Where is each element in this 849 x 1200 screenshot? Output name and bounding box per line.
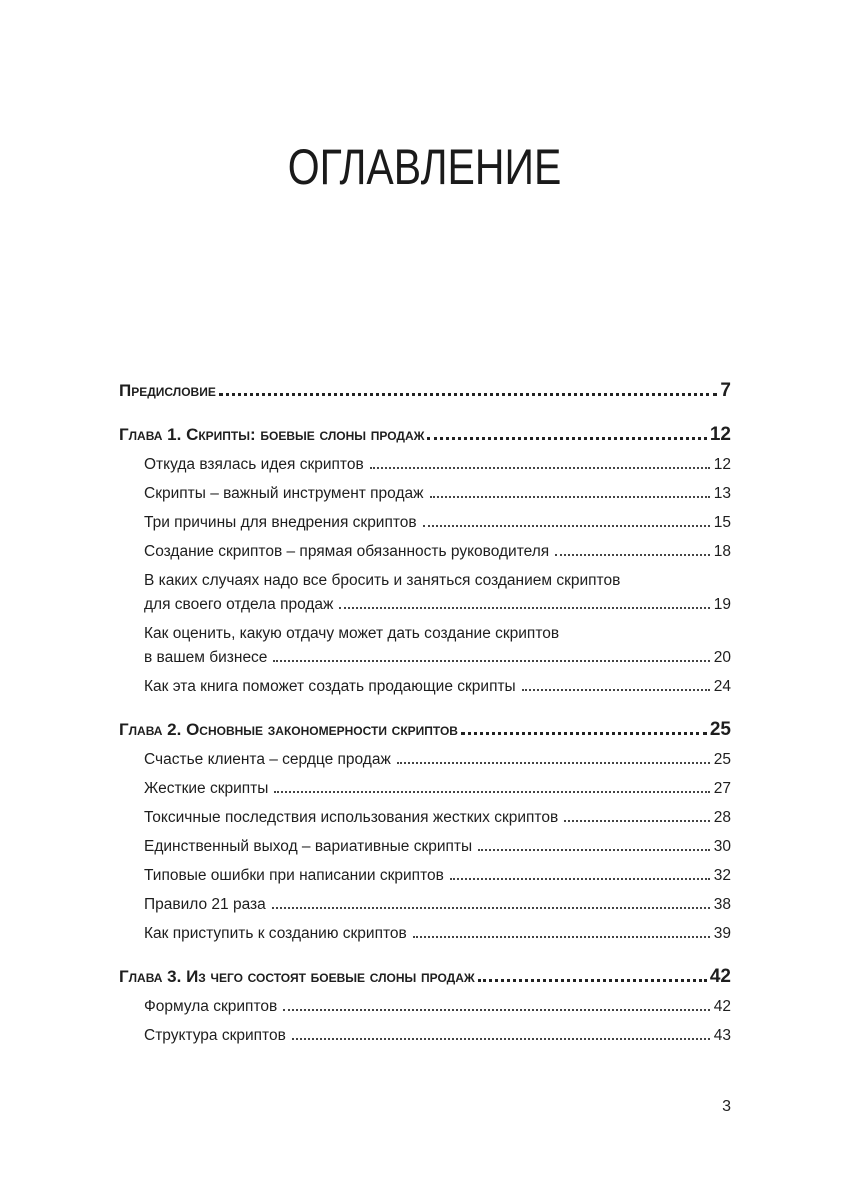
toc-chapter-2[interactable] [119,717,731,743]
dot-leader [283,1009,710,1011]
toc-page-number: 32 [713,867,731,884]
toc-section[interactable] [119,540,731,564]
toc-entry-preface[interactable] [119,378,731,404]
toc-section[interactable] [119,1024,731,1048]
toc-section[interactable] [119,922,731,946]
dot-leader [423,525,710,527]
toc-section-label-line1: Как оценить, какую отдачу может дать создание скриптов [144,625,560,642]
dot-leader [450,878,710,880]
toc-page-number: 13 [713,485,731,502]
page-number: 3 [722,1098,731,1115]
toc-section-label-line1: В каких случаях надо все бросить и заняться созданием скриптов [144,572,621,589]
toc-page-number: 18 [713,543,731,560]
dot-leader [272,907,710,909]
toc-section-label: в вашем бизнесе [144,649,268,666]
toc-page-number: 30 [713,838,731,855]
toc-section-label: для своего отдела продаж [144,596,334,613]
toc-section-label: Откуда взялась идея скриптов [144,456,364,473]
toc-chapter-label: Глава 1. Скрипты: боевые слоны продаж [119,425,425,444]
toc-section[interactable] [119,777,731,801]
toc-page-number: 12 [709,424,731,445]
dot-leader [555,554,710,556]
toc-page-number: 19 [713,596,731,613]
toc-section[interactable] [119,675,731,699]
dot-leader [219,393,718,396]
toc-chapter-label: Глава 2. Основные закономерности скриптов [119,720,458,739]
toc-page-number: 25 [713,751,731,768]
toc-page-number: 27 [713,780,731,797]
toc-page-number: 12 [713,456,731,473]
dot-leader [427,437,706,440]
toc-section-label: Единственный выход – вариативные скрипты [144,838,473,855]
toc-section-label: Правило 21 раза [144,896,266,913]
toc-section-multiline[interactable] [119,569,731,617]
toc-section[interactable] [119,835,731,859]
table-of-contents [119,378,731,1048]
toc-page-number: 20 [713,649,731,666]
toc-section[interactable] [119,482,731,506]
toc-page-number: 38 [713,896,731,913]
page-title: ОГЛАВЛЕНИЕ [287,139,562,195]
toc-chapter-1[interactable] [119,422,731,448]
toc-section-label: Структура скриптов [144,1027,286,1044]
toc-section-multiline[interactable] [119,622,731,670]
toc-section[interactable] [119,511,731,535]
toc-section-label: Три причины для внедрения скриптов [144,514,417,531]
dot-leader [430,496,710,498]
dot-leader [522,689,710,691]
toc-section[interactable] [119,864,731,888]
dot-leader [370,467,710,469]
toc-page-number: 24 [713,678,731,695]
toc-page-number: 25 [709,719,731,740]
dot-leader [339,607,709,609]
toc-entry-label: Предисловие [119,381,216,400]
dot-leader [478,979,707,982]
dot-leader [461,732,707,735]
toc-page-number: 7 [720,380,731,401]
toc-page-number: 15 [713,514,731,531]
toc-section-label: Создание скриптов – прямая обязанность руководителя [144,543,550,560]
toc-page-number: 42 [709,966,731,987]
dot-leader [413,936,710,938]
toc-section-label: Токсичные последствия использования жестких скриптов [144,809,559,826]
toc-page-number: 28 [713,809,731,826]
toc-section-label: Жесткие скрипты [144,780,269,797]
toc-section-label: Как эта книга поможет создать продающие скрипты [144,678,516,695]
toc-chapter-label: Глава 3. Из чего состоят боевые слоны продаж [119,967,475,986]
toc-chapter-3[interactable] [119,964,731,990]
toc-page-number: 39 [713,925,731,942]
dot-leader [478,849,710,851]
dot-leader [273,660,709,662]
dot-leader [397,762,710,764]
toc-section-label: Как приступить к созданию скриптов [144,925,407,942]
dot-leader [564,820,710,822]
dot-leader [274,791,709,793]
toc-section-label: Скрипты – важный инструмент продаж [144,485,424,502]
toc-section-label: Типовые ошибки при написании скриптов [144,867,444,884]
toc-section[interactable] [119,995,731,1019]
toc-section-label: Формула скриптов [144,998,278,1015]
toc-page-number: 43 [713,1027,731,1044]
toc-section[interactable] [119,893,731,917]
toc-section-label: Счастье клиента – сердце продаж [144,751,391,768]
dot-leader [292,1038,710,1040]
toc-page-number: 42 [713,998,731,1015]
toc-section[interactable] [119,806,731,830]
toc-section[interactable] [119,748,731,772]
toc-section[interactable] [119,453,731,477]
